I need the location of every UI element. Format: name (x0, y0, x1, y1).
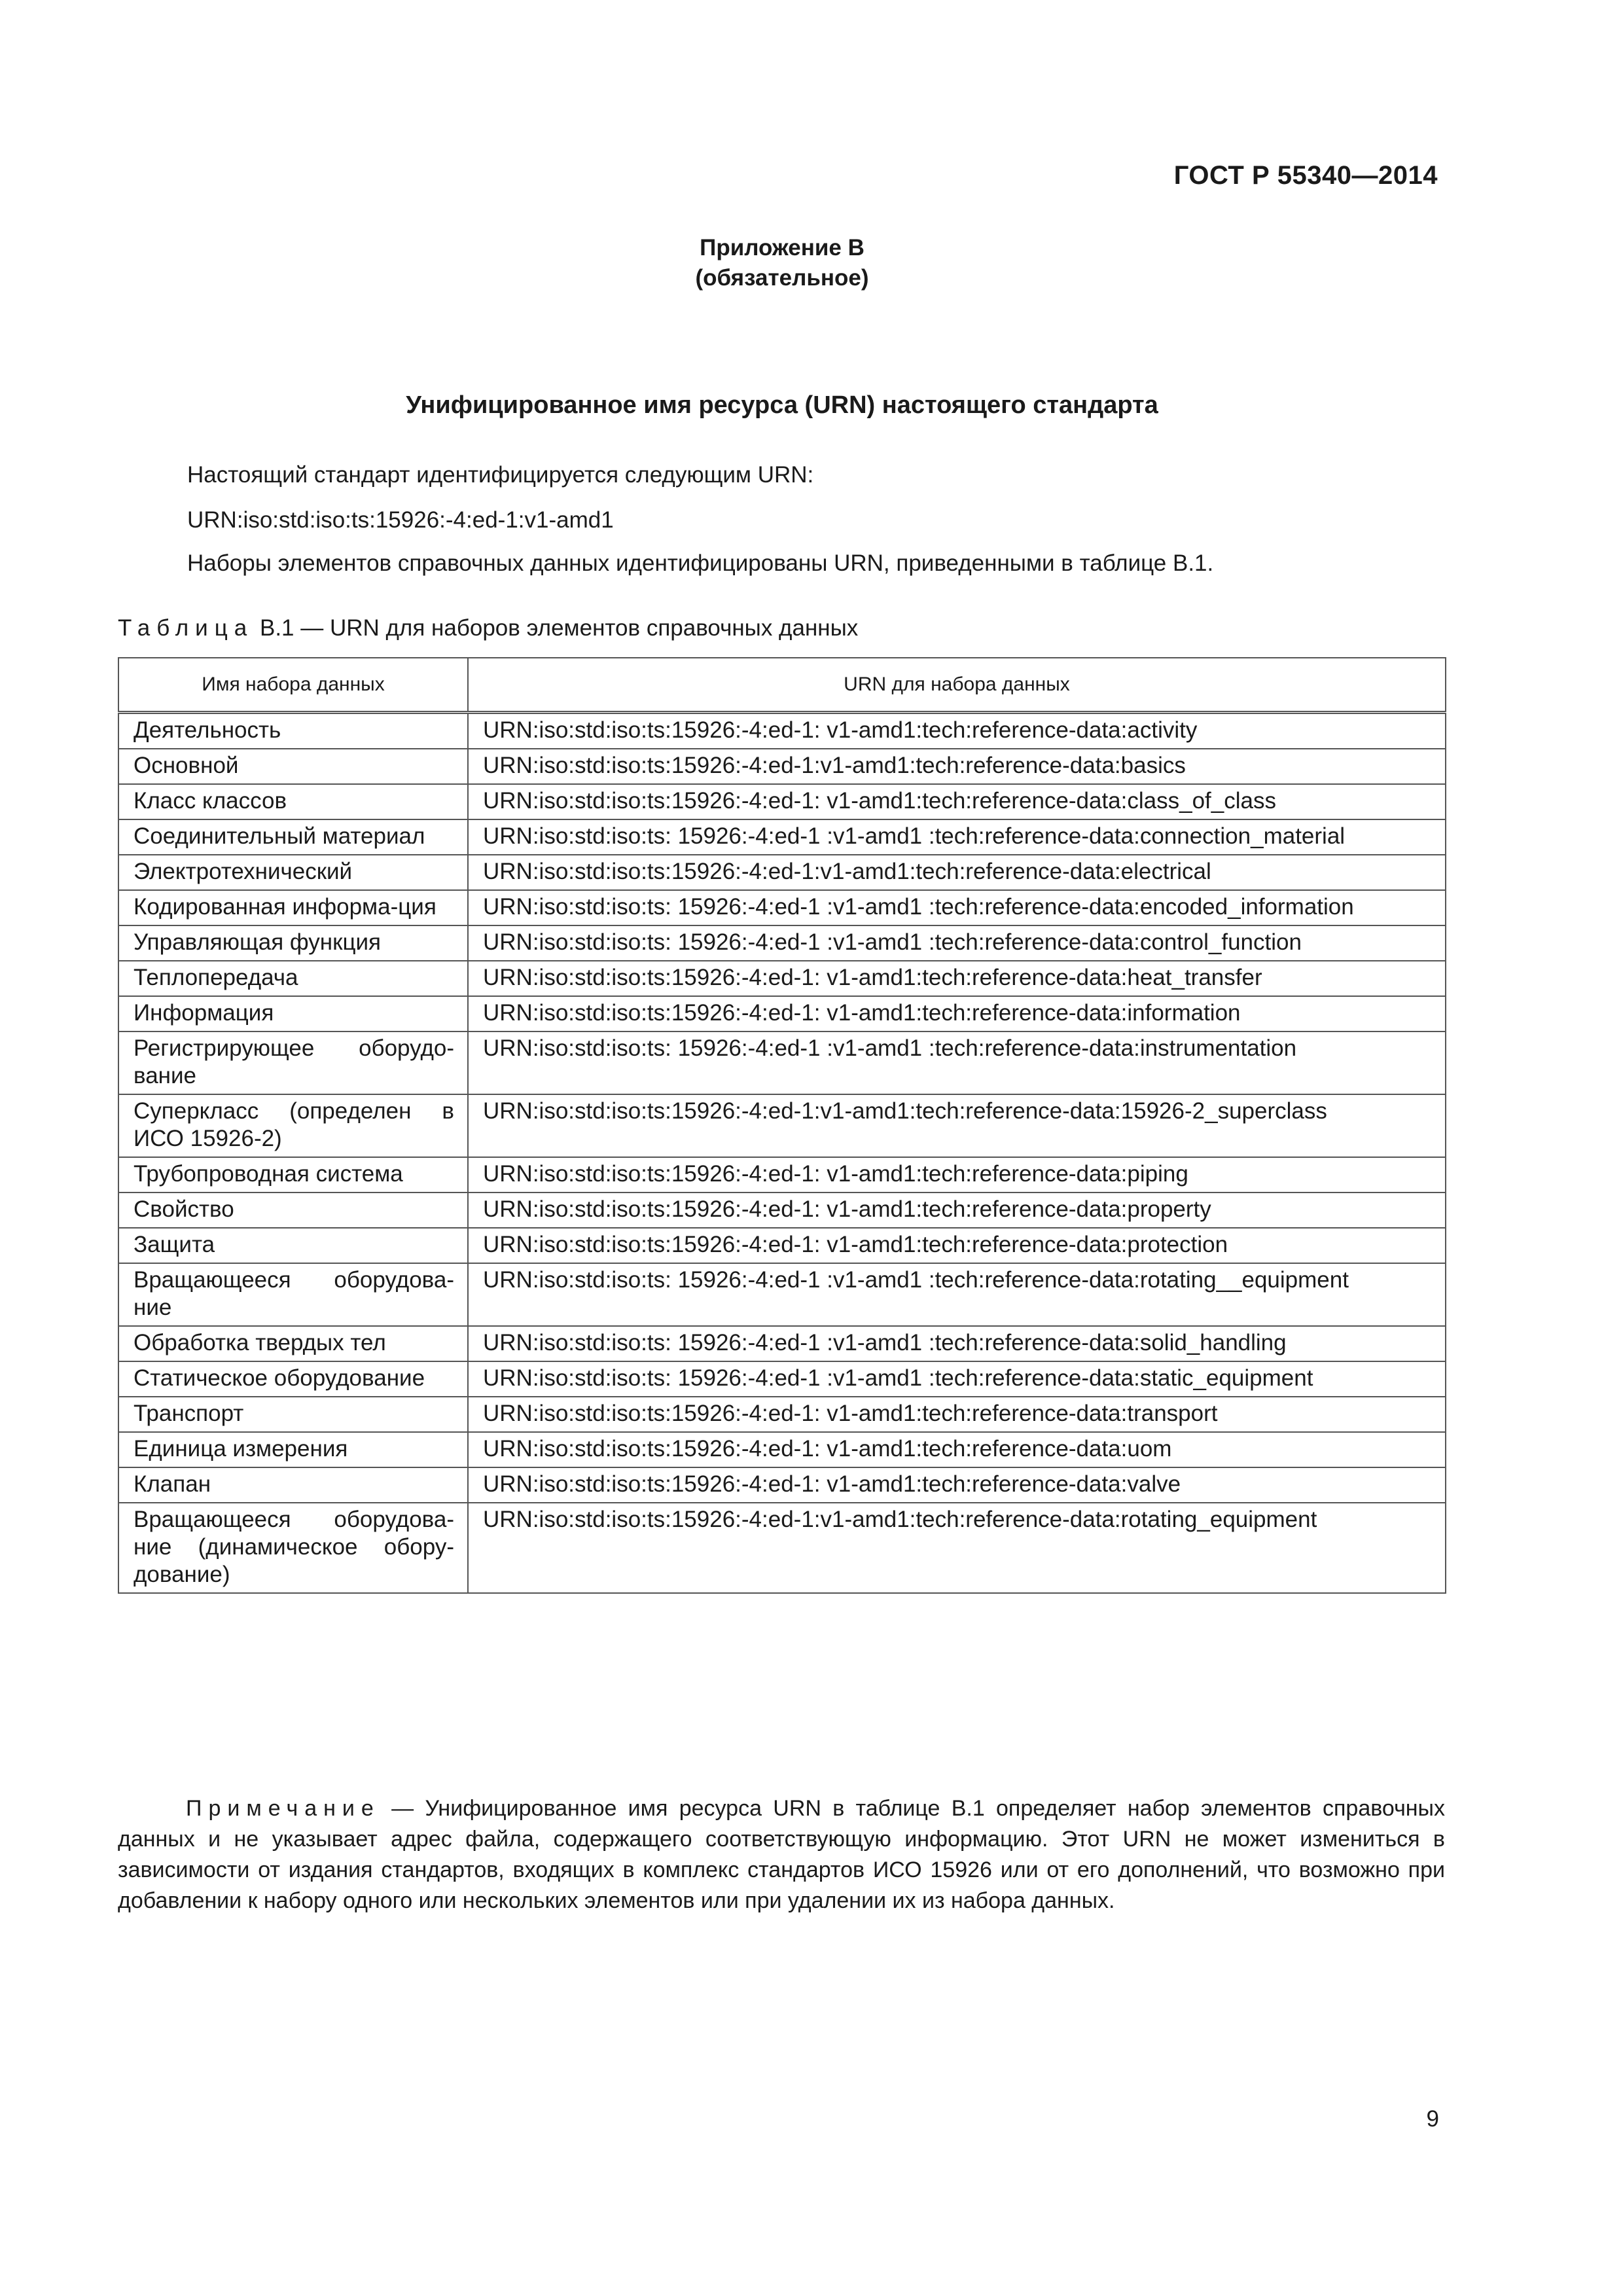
dataset-urn-cell: URN:iso:std:iso:ts:15926:-4:ed-1: v1-amd1:tech:reference-data:property (468, 1193, 1446, 1228)
table-row (118, 1503, 1446, 1593)
dataset-name-cell: Обработка твердых тел (118, 1326, 468, 1361)
table-row (118, 961, 1446, 996)
dataset-name-cell: Свойство (118, 1193, 468, 1228)
dataset-urn-cell: URN:iso:std:iso:ts:15926:-4:ed-1:v1-amd1:tech:reference-data:15926-2_superclass (468, 1094, 1446, 1157)
dataset-name-cell: Класс классов (118, 784, 468, 819)
dataset-name-cell: Вращающееся оборудова-ние (118, 1263, 468, 1326)
dataset-urn-cell: URN:iso:std:iso:ts: 15926:-4:ed-1 :v1-amd1 :tech:reference-data:instrumentation (468, 1031, 1446, 1094)
appendix-title: Приложение В (700, 235, 865, 260)
dataset-urn-cell: URN:iso:std:iso:ts:15926:-4:ed-1: v1-amd1:tech:reference-data:protection (468, 1228, 1446, 1263)
dataset-name-cell: Транспорт (118, 1397, 468, 1432)
table-row (118, 713, 1446, 749)
dataset-urn-cell: URN:iso:std:iso:ts:15926:-4:ed-1: v1-amd1:tech:reference-data:heat_transfer (468, 961, 1446, 996)
note-text: — Унифицированное имя ресурса URN в таблице В.1 определяет набор элементов справочных данных и не указывает адрес файла, содержащего соответствующую информацию. Этот URN не может измениться в зависимости от издания стандартов, входящих в комплекс стандартов ИСО 15926 или от его дополнений, что возможно при добавлении к набору одного или нескольких элементов или при удалении их из набора данных. (118, 1796, 1445, 1913)
dataset-name-cell: Клапан (118, 1467, 468, 1503)
dataset-urn-cell: URN:iso:std:iso:ts:15926:-4:ed-1:v1-amd1:tech:reference-data:electrical (468, 855, 1446, 890)
dataset-name-cell: Защита (118, 1228, 468, 1263)
dataset-name-cell: Управляющая функция (118, 925, 468, 961)
table-row (118, 855, 1446, 890)
standard-urn: URN:iso:std:iso:ts:15926:-4:ed-1:v1-amd1 (187, 507, 614, 533)
urn-table (118, 657, 1446, 1594)
dataset-name-cell: Суперкласс (определен в ИСО 15926-2) (118, 1094, 468, 1157)
dataset-urn-cell: URN:iso:std:iso:ts: 15926:-4:ed-1 :v1-amd1 :tech:reference-data:solid_handling (468, 1326, 1446, 1361)
dataset-urn-cell: URN:iso:std:iso:ts:15926:-4:ed-1: v1-amd1:tech:reference-data:piping (468, 1157, 1446, 1193)
table-header-row (118, 658, 1446, 713)
column-header-dataset-name: Имя набора данных (118, 658, 468, 713)
table-row (118, 1157, 1446, 1193)
dataset-urn-cell: URN:iso:std:iso:ts:15926:-4:ed-1: v1-amd1:tech:reference-data:valve (468, 1467, 1446, 1503)
dataset-urn-cell: URN:iso:std:iso:ts:15926:-4:ed-1: v1-amd1:tech:reference-data:transport (468, 1397, 1446, 1432)
table-caption (118, 615, 858, 641)
table-row (118, 1094, 1446, 1157)
dataset-name-cell: Электротехнический (118, 855, 468, 890)
table-row (118, 1263, 1446, 1326)
dataset-name-cell: Вращающееся оборудова-ние (динамическое обору-дование) (118, 1503, 468, 1593)
dataset-urn-cell: URN:iso:std:iso:ts: 15926:-4:ed-1 :v1-amd1 :tech:reference-data:connection_material (468, 819, 1446, 855)
table-row (118, 925, 1446, 961)
table-row (118, 1397, 1446, 1432)
table-row (118, 1432, 1446, 1467)
dataset-name-cell: Статическое оборудование (118, 1361, 468, 1397)
dataset-urn-cell: URN:iso:std:iso:ts: 15926:-4:ed-1 :v1-amd1 :tech:reference-data:control_function (468, 925, 1446, 961)
section-title: Унифицированное имя ресурса (URN) настоящего стандарта (406, 391, 1158, 419)
intro-paragraph: Настоящий стандарт идентифицируется следующим URN: (187, 462, 814, 488)
table-row (118, 749, 1446, 784)
dataset-urn-cell: URN:iso:std:iso:ts:15926:-4:ed-1:v1-amd1:tech:reference-data:rotating_equipment (468, 1503, 1446, 1593)
dataset-urn-cell: URN:iso:std:iso:ts:15926:-4:ed-1: v1-amd1:tech:reference-data:class_of_class (468, 784, 1446, 819)
table-row (118, 784, 1446, 819)
dataset-name-cell: Соединительный материал (118, 819, 468, 855)
dataset-urn-cell: URN:iso:std:iso:ts: 15926:-4:ed-1 :v1-amd1 :tech:reference-data:encoded_information (468, 890, 1446, 925)
page-number: 9 (1426, 2106, 1439, 2132)
column-header-urn: URN для набора данных (468, 658, 1446, 713)
dataset-urn-cell: URN:iso:std:iso:ts:15926:-4:ed-1: v1-amd1:tech:reference-data:uom (468, 1432, 1446, 1467)
table-caption-text: В.1 — URN для наборов элементов справочных данных (259, 615, 859, 641)
note-label: Примечание (186, 1796, 380, 1821)
dataset-name-cell: Основной (118, 749, 468, 784)
table-caption-label: Таблица (118, 615, 254, 641)
table-row (118, 1361, 1446, 1397)
dataset-urn-cell: URN:iso:std:iso:ts:15926:-4:ed-1: v1-amd1:tech:reference-data:activity (468, 713, 1446, 749)
dataset-urn-cell: URN:iso:std:iso:ts: 15926:-4:ed-1 :v1-amd1 :tech:reference-data:rotating__equipment (468, 1263, 1446, 1326)
table-row (118, 1467, 1446, 1503)
dataset-name-cell: Единица измерения (118, 1432, 468, 1467)
dataset-name-cell: Трубопроводная система (118, 1157, 468, 1193)
appendix-type: (обязательное) (695, 265, 869, 291)
table-row (118, 1193, 1446, 1228)
dataset-name-cell: Кодированная информа-ция (118, 890, 468, 925)
table-row (118, 1031, 1446, 1094)
dataset-name-cell: Регистрирующее оборудо-вание (118, 1031, 468, 1094)
dataset-urn-cell: URN:iso:std:iso:ts: 15926:-4:ed-1 :v1-amd1 :tech:reference-data:static_equipment (468, 1361, 1446, 1397)
table-reference-paragraph: Наборы элементов справочных данных идентифицированы URN, приведенными в таблице В.1. (187, 550, 1214, 576)
note (118, 1793, 1445, 1916)
document-code: ГОСТ Р 55340—2014 (1173, 161, 1438, 190)
table-row (118, 996, 1446, 1031)
dataset-urn-cell: URN:iso:std:iso:ts:15926:-4:ed-1: v1-amd1:tech:reference-data:information (468, 996, 1446, 1031)
appendix-heading (0, 233, 1564, 293)
table-row (118, 890, 1446, 925)
dataset-urn-cell: URN:iso:std:iso:ts:15926:-4:ed-1:v1-amd1:tech:reference-data:basics (468, 749, 1446, 784)
dataset-name-cell: Деятельность (118, 713, 468, 749)
table-row (118, 1228, 1446, 1263)
dataset-name-cell: Информация (118, 996, 468, 1031)
table-row (118, 1326, 1446, 1361)
dataset-name-cell: Теплопередача (118, 961, 468, 996)
table-body (118, 713, 1446, 1594)
table-row (118, 819, 1446, 855)
